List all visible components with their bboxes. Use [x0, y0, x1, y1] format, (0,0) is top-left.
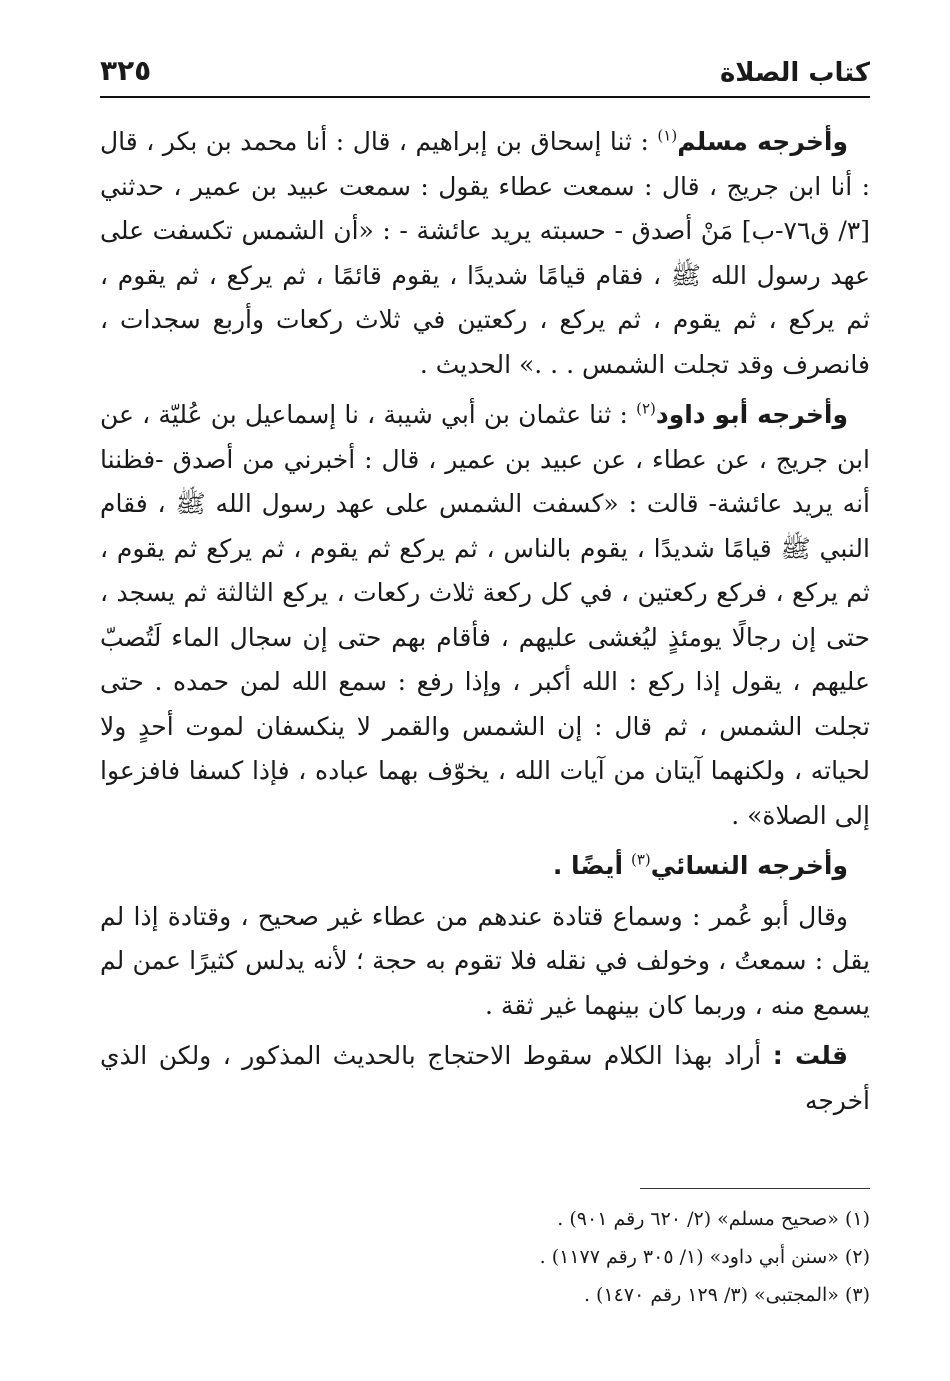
paragraph-text: أراد بهذا الكلام سقوط الاحتجاج بالحديث المذكور ، ولكن الذي أخرجه: [100, 1041, 870, 1115]
paragraph-lead: وأخرجه أبو داود: [655, 400, 848, 429]
main-text: [100, 120, 870, 1129]
paragraph-text: أيضًا .: [552, 851, 624, 880]
footnote-rule: [640, 1188, 870, 1189]
paragraph-text: : ثنا إسحاق بن إبراهيم ، قال : أنا محمد بن بكر ، قال : أنا ابن جريج ، قال : سمعت عطاء يقول : سمعت عبيد بن عمير ، حدثني [٣/ ق٧٦-ب] مَنْ أصدق - حسبته يريد عائشة - : «أن الشمس تكسفت على عهد رسول الله ﷺ ، فقام قيامًا شديدًا ، يقوم قائمًا ، ثم يركع ، ثم يقوم ، ثم يركع ، ثم يقوم ، ثم يركع ، ركعتين في ثلاث ركعات وأربع سجدات ، فانصرف وقد تجلت الشمس . . .» الحديث .: [100, 127, 870, 379]
paragraph-nasai: [100, 844, 870, 889]
footnote-ref[interactable]: (٣): [630, 850, 651, 869]
footnotes: [100, 1200, 870, 1314]
paragraph-qultu: [100, 1034, 870, 1123]
paragraph-muslim: [100, 120, 870, 387]
footnote-ref[interactable]: (١): [657, 126, 678, 145]
footnote-item: (٣) «المجتبى» (٣/ ١٢٩ رقم ١٤٧٠) .: [583, 1284, 870, 1306]
paragraph-text: وقال أبو عُمر : وسماع قتادة عندهم من عطاء غير صحيح ، وقتادة إذا لم يقل : سمعتُ ، وخولف في نقله فلا تقوم به حجة ؛ لأنه يدلس كثيرًا عمن لم يسمع منه ، وربما كان بينهما غير ثقة .: [100, 901, 870, 1020]
paragraph-abu-dawud: [100, 393, 870, 838]
paragraph-lead: وأخرجه النسائي: [650, 851, 848, 880]
book-title: كتاب الصلاة: [719, 58, 870, 88]
page-number: ٣٢٥: [100, 54, 152, 87]
header-rule: [100, 96, 870, 98]
running-header: [100, 52, 870, 94]
paragraph-text: : ثنا عثمان بن أبي شيبة ، نا إسماعيل بن عُليّة ، عن ابن جريج ، عن عطاء ، عن عبيد بن عمير ، قال : أخبرني من أصدق -فظننا أنه يريد عائشة- قالت : «كسفت الشمس على عهد رسول الله ﷺ ، فقام النبي ﷺ قيامًا شديدًا ، يقوم بالناس ، ثم يركع ثم يقوم ، ثم يركع ثم يقوم ، ثم يركع ، فركع ركعتين ، في كل ركعة ثلاث ركعات ، يركع الثالثة ثم يسجد ، حتى إن رجالًا يومئذٍ ليُغشى عليهم ، فأقام بهم حتى إن سجال الماء لَتُصبّ عليهم ، يقول إذا ركع : الله أكبر ، وإذا رفع : سمع الله لمن حمده . حتى تجلت الشمس ، ثم قال : إن الشمس والقمر لا ينكسفان لموت أحدٍ ولا لحياته ، ولكنهما آيتان من آيات الله ، يخوّف بهما عباده ، فإذا كسفا فافزعوا إلى الصلاة» .: [100, 400, 870, 830]
paragraph-lead: قلت :: [772, 1041, 849, 1070]
footnote-item: (١) «صحيح مسلم» (٢/ ٦٢٠ رقم ٩٠١) .: [557, 1208, 870, 1230]
paragraph-lead: وأخرجه مسلم: [677, 127, 849, 156]
paragraph-abu-umar: [100, 895, 870, 1029]
footnote-ref[interactable]: (٢): [636, 399, 656, 418]
footnote-item: (٢) «سنن أبي داود» (١/ ٣٠٥ رقم ١١٧٧) .: [539, 1246, 870, 1268]
